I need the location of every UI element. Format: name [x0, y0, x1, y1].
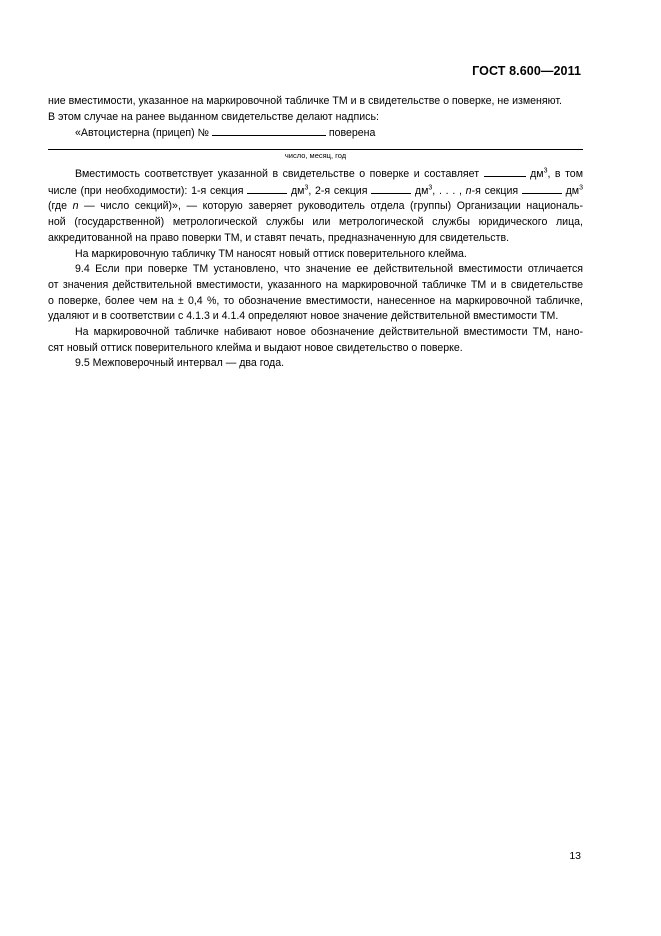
- clause-9-4-line-1: 9.4 Если при поверке ТМ установлено, что значение ее действительной вместимости отличается: [75, 263, 583, 276]
- section-n-blank: [522, 183, 562, 194]
- section-2-blank: [371, 183, 411, 194]
- clause-9-4-line-3: о поверке, более чем на ± 0,4 %, то обозначение вместимости, нанесенное на маркировочной табличке,: [48, 294, 583, 307]
- intro-line-2: В этом случае на ранее выданном свидетельстве делают надпись:: [48, 110, 379, 123]
- section-1-blank: [247, 183, 287, 194]
- number-blank: [212, 125, 326, 136]
- capacity-text-3: числе (при необходимости): 1-я секция: [48, 184, 244, 197]
- capacity-line-5: аккредитованной на право поверки ТМ, и ставят печать, предназначенную для свидетельств.: [48, 231, 510, 244]
- capacity-line-1: [48, 166, 583, 183]
- new-designation-line-1: На маркировочной табличке набивают новое обозначение действительной вместимости ТМ, нано-: [75, 326, 583, 339]
- intro-line-1: ние вместимости, указанное на маркировочной табличке ТМ и в свидетельстве о поверке, не изменяют.: [48, 95, 562, 107]
- clause-9-4-line-2: от значения действительной вместимости, указанного на маркировочной табличке ТМ и в свидетельстве: [48, 278, 583, 291]
- clause-9-4-line-4: удаляют и в соответствии с 4.1.3 и 4.1.4 определяют новое значение действительной вместимости ТМ.: [48, 310, 559, 323]
- date-caption: число, месяц, год: [284, 151, 347, 160]
- capacity-text-4: , 2-я секция: [308, 184, 368, 197]
- new-designation-line-2: сят новый оттиск поверительного клейма и выдают новое свидетельство о поверке.: [48, 341, 463, 354]
- capacity-line-4: ной (государственной) метрологической службы или метрологической службы юридического лица,: [48, 216, 583, 229]
- intro-block: [48, 94, 583, 142]
- unit-dm: дм: [290, 184, 305, 197]
- capacity-text-5: , . . . ,: [432, 184, 462, 197]
- unit-exponent: 3: [428, 184, 433, 192]
- n-variable: n: [72, 200, 79, 213]
- capacity-text-8: — число секций)», — которую заверяет руководитель отдела (группы) Организации националь-: [84, 200, 583, 213]
- unit-exponent: 3: [543, 167, 548, 175]
- capacity-line-3: [48, 199, 583, 215]
- unit-exponent: 3: [579, 184, 583, 192]
- inscription-start: «Автоцистерна (прицеп) №: [75, 127, 209, 140]
- new-stamp-paragraph: На маркировочную табличку ТМ наносят новый оттиск поверительного клейма.: [75, 247, 467, 260]
- unit-dm: дм: [565, 184, 580, 197]
- unit-dm: дм: [530, 168, 544, 180]
- unit-dm: дм: [414, 184, 429, 197]
- capacity-paragraph: [48, 166, 583, 372]
- unit-exponent: 3: [304, 184, 309, 192]
- capacity-text-2: , в том: [547, 168, 583, 180]
- capacity-text-7: (где: [48, 200, 67, 213]
- document-code-header: ГОСТ 8.600—2011: [472, 64, 581, 78]
- date-blank-line: [48, 149, 583, 150]
- clause-9-5: 9.5 Межповерочный интервал — два года.: [75, 357, 285, 370]
- capacity-text-1: Вместимость соответствует указанной в свидетельстве о поверке и составляет: [75, 168, 480, 180]
- capacity-text-6: -я секция: [471, 184, 519, 197]
- total-capacity-blank: [484, 166, 526, 177]
- capacity-line-2: [48, 183, 583, 200]
- inscription-line: [48, 125, 583, 142]
- page-number: 13: [569, 850, 581, 862]
- n-variable: n: [465, 184, 472, 197]
- inscription-end: поверена: [328, 127, 376, 140]
